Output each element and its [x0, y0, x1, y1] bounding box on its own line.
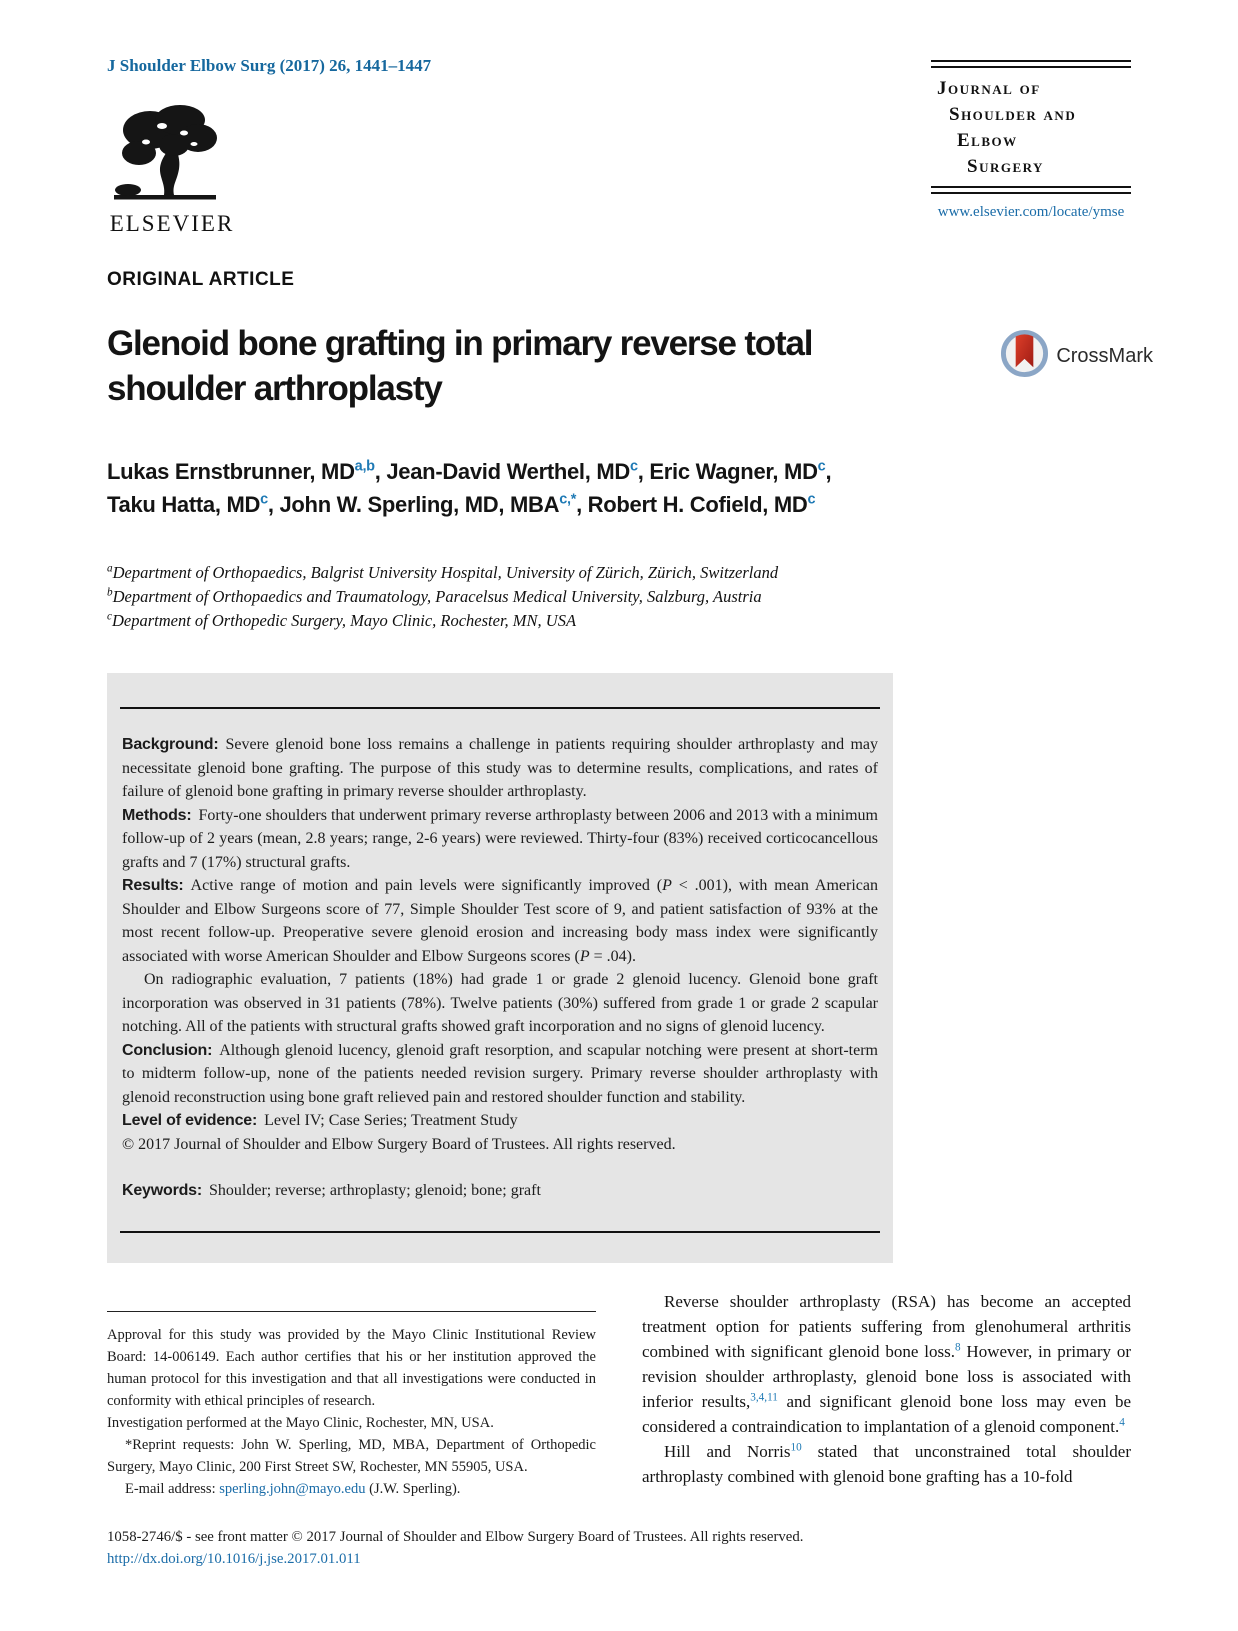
abstract-text: [120, 709, 880, 1203]
crossmark-icon: [1000, 329, 1049, 383]
affiliations: [107, 561, 1131, 633]
masthead-bottom-rule: [931, 186, 1131, 194]
abstract-level-of-evidence: Level of evidence: Level IV; Case Series; Treatment Study: [122, 1112, 518, 1129]
abstract-box: [107, 673, 893, 1263]
masthead-line: Shoulder and: [949, 104, 1077, 125]
masthead-line: Journal of: [937, 78, 1041, 99]
header-left: [107, 56, 431, 237]
article-first-page: [107, 0, 1153, 1570]
abstract-results-2: On radiographic evaluation, 7 patients (18%) had grade 1 or grade 2 glenoid lucency. Glenoid bone graft incorporation was observed in 31 patients (78%). Twelve patients (30%) suffered from grade 1 or grade 2 scapular notching. All of the patients with structural grafts showed graft incorporation and no signs of glenoid lucency.: [122, 971, 878, 1035]
doi-link[interactable]: http://dx.doi.org/10.1016/j.jse.2017.01.011: [107, 1550, 361, 1567]
front-matter-note: 1058-2746/$ - see front matter © 2017 Journal of Shoulder and Elbow Surgery Board of Trustees. All rights reserved.: [107, 1528, 804, 1545]
footnote-block: [107, 1311, 596, 1500]
footnote-email: E-mail address: sperling.john@mayo.edu (J.W. Sperling).: [125, 1480, 461, 1497]
affiliation-text: Department of Orthopedic Surgery, Mayo Clinic, Rochester, MN, USA: [111, 611, 577, 630]
elsevier-logo: [107, 100, 237, 237]
introduction-text: [642, 1289, 1131, 1489]
affiliation-text: Department of Orthopaedics and Traumatology, Paracelsus Medical University, Salzburg, Austria: [112, 587, 762, 606]
footnote-investigation: Investigation performed at the Mayo Clinic, Rochester, MN, USA.: [107, 1414, 494, 1431]
journal-homepage-link[interactable]: www.elsevier.com/locate/ymse: [937, 204, 1125, 220]
abstract-conclusion: Conclusion: Although glenoid lucency, glenoid graft resorption, and scapular notching were present at short-term to midterm follow-up, none of the patients needed revision surgery. Primary reverse shoulder arthroplasty with glenoid reconstruction using bone graft relieved pain and restored shoulder function and stability.: [122, 1041, 878, 1106]
crossmark-label: CrossMark: [1056, 344, 1153, 367]
section-label: ORIGINAL ARTICLE: [107, 269, 295, 290]
abstract-keywords: Keywords: Shoulder; reverse; arthroplasty; glenoid; bone; graft: [122, 1182, 541, 1199]
page-footer: [107, 1526, 1131, 1570]
abstract-copyright: © 2017 Journal of Shoulder and Elbow Surgery Board of Trustees. All rights reserved.: [122, 1135, 676, 1153]
affiliation-sup: a: [107, 562, 113, 575]
author-line: Lukas Ernstbrunner, MD$^{a,b}$, Jean-David Werthel, $MD^c$, Eric Wagner, $MD^c$,: [107, 458, 832, 484]
abstract-methods: Methods: Forty-one shoulders that underwent primary reverse arthroplasty between 2006 and 2013 with a minimum follow-up of 2 years (mean, 2.8 years; range, 2-6 years) were reviewed. Thirty-four (83%) received corticocancellous grafts and 7 (17%) structural grafts.: [122, 806, 878, 871]
footnote-reprint-requests: *Reprint requests: John W. Sperling, MD, MBA, Department of Orthopedic Surgery, Mayo Clinic, 200 First Street SW, Rochester, MN 55905, USA.: [107, 1436, 596, 1475]
intro-paragraph: Hill and Norris$^{10}$ stated that unconstrained total shoulder arthroplasty combined with glenoid bone grafting has a 10-fold: [642, 1440, 1131, 1486]
abstract-results: Results: Active range of motion and pain levels were significantly improved (P < .001), with mean American Shoulder and Elbow Surgeons score of 77, Simple Shoulder Test score of 9, and patient satisfaction of 93% at the most recent follow-up. Preoperative severe glenoid erosion and increasing body mass index were significantly associated with worse American Shoulder and Elbow Surgeons scores (P = .04).: [122, 877, 879, 965]
abstract-bottom-rule: [120, 1231, 880, 1233]
right-column: [642, 1289, 1131, 1500]
elsevier-tree-icon: [111, 191, 233, 208]
author-line: Taku Hatta, $MD^c$, John W. Sperling, MD, $MBA^{c,*}$, Robert H. Cofield, $MD^c$: [107, 491, 816, 517]
intro-paragraph: Reverse shoulder arthroplasty (RSA) has become an accepted treatment option for patients suffering from glenohumeral arthritis combined with significant glenoid bone loss.$^8$ However, in primary or revision shoulder arthroplasty, glenoid bone loss is associated with inferior results,$^{3,4,11}$ and significant glenoid bone loss may even be considered a contraindication to implantation of a glenoid component.$^4$: [642, 1291, 1132, 1436]
affiliation-item: [107, 609, 1131, 633]
affiliation-item: [107, 585, 1131, 609]
article-title: [107, 321, 1007, 411]
masthead-top-rule: [931, 60, 1131, 68]
left-column: [107, 1289, 596, 1500]
article-title-line: Glenoid bone grafting in primary reverse total: [107, 324, 813, 363]
affiliation-text: Department of Orthopaedics, Balgrist University Hospital, University of Zürich, Zürich, Switzerland: [112, 563, 779, 582]
footnote-approval: Approval for this study was provided by the Mayo Clinic Institutional Review Board: 14-006149. Each author certifies that his or her institution approved the human protocol for this investigation and that all investigations were conducted in conformity with ethical principles of research.: [107, 1326, 596, 1409]
affiliation-item: [107, 561, 1131, 585]
author-list: [107, 455, 1131, 521]
abstract-background: Background: Severe glenoid bone loss remains a challenge in patients requiring shoulder arthroplasty and may necessitate glenoid bone grafting. The purpose of this study was to determine results, complications, and rates of failure of glenoid bone grafting in primary reverse shoulder arthroplasty.: [122, 736, 878, 800]
affiliation-sup: c: [107, 610, 112, 623]
elsevier-wordmark: ELSEVIER: [109, 211, 235, 236]
journal-citation: J Shoulder Elbow Surg (2017) 26, 1441–1447: [107, 56, 432, 75]
masthead-line: Elbow: [957, 130, 1018, 151]
affiliation-sup: b: [107, 586, 113, 599]
journal-masthead: [931, 60, 1131, 221]
article-title-line: shoulder arthroplasty: [107, 369, 442, 408]
crossmark-badge[interactable]: [1000, 329, 1153, 383]
masthead-line: Surgery: [967, 156, 1044, 177]
page-header: [107, 56, 1131, 237]
two-column-body: [107, 1289, 1131, 1500]
title-block: [107, 321, 1153, 411]
masthead-title: [931, 68, 1131, 186]
